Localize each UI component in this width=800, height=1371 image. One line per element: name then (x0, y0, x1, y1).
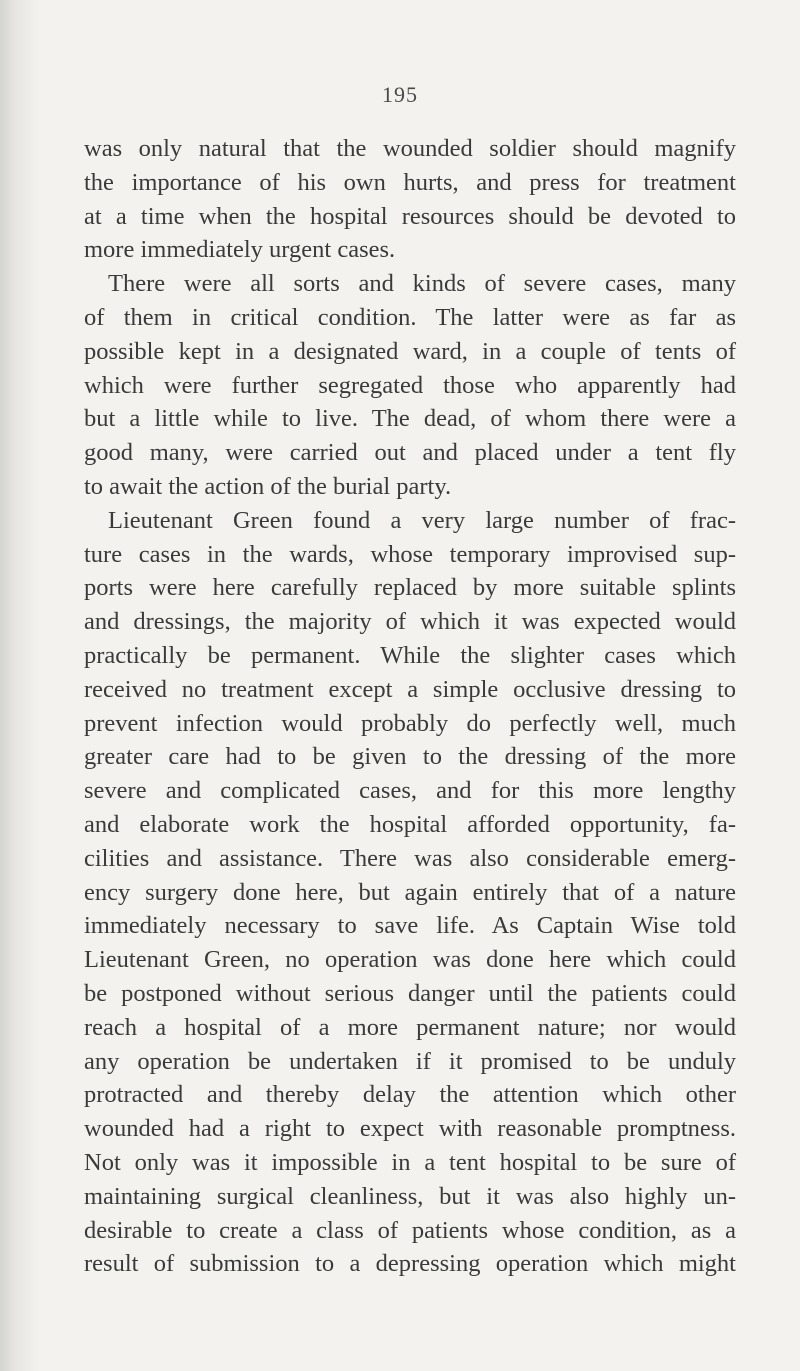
text-line: desirable to create a class of patients whose condition, as a (84, 1216, 736, 1244)
text-line: of them in critical condition. The latter were as far as (84, 303, 736, 331)
text-line: good many, were carried out and placed under a tent fly (84, 439, 736, 467)
text-line: ency surgery done here, but again entirely that of a nature (84, 878, 736, 906)
text-line: but a little while to live. The dead, of whom there were a (84, 405, 736, 433)
text-line: practically be permanent. While the slighter cases which (84, 641, 736, 669)
text-line: more immediately urgent cases. (84, 236, 396, 264)
text-line: prevent infection would probably do perfectly well, much (84, 709, 736, 737)
text-line: result of submission to a depressing operation which might (84, 1250, 736, 1278)
text-line: be postponed without serious danger until the patients could (84, 979, 736, 1007)
text-line: was only natural that the wounded soldier should magnify (84, 135, 736, 162)
text-line: cilities and assistance. There was also considerable emerg- (84, 844, 736, 872)
text-line: ports were here carefully replaced by more suitable splints (84, 574, 736, 602)
text-line: received no treatment except a simple occlusive dressing to (84, 675, 736, 703)
text-line: immediately necessary to save life. As Captain Wise told (84, 912, 736, 940)
page-edge-shadow (0, 0, 40, 1371)
text-line: Not only was it impossible in a tent hospital to be sure of (84, 1148, 736, 1176)
text-line: Lieutenant Green found a very large number of frac- (108, 506, 736, 534)
body-text (84, 132, 736, 1281)
text-line: which were further segregated those who apparently had (84, 371, 736, 399)
text-line: ture cases in the wards, whose temporary improvised sup- (84, 540, 736, 568)
text-line: greater care had to be given to the dressing of the more (84, 743, 736, 771)
text-line: Lieutenant Green, no operation was done here which could (84, 946, 736, 974)
text-line: at a time when the hospital resources should be devoted to (84, 202, 736, 230)
text-line: protracted and thereby delay the attention which other (84, 1081, 736, 1109)
text-line: any operation be undertaken if it promised to be unduly (84, 1047, 736, 1075)
text-line: the importance of his own hurts, and press for treatment (84, 168, 736, 196)
text-line: maintaining surgical cleanliness, but it was also highly un- (84, 1182, 736, 1210)
text-line: reach a hospital of a more permanent nature; nor would (84, 1013, 736, 1041)
text-line: There were all sorts and kinds of severe cases, many (108, 270, 736, 298)
text-line: wounded had a right to expect with reasonable promptness. (84, 1115, 736, 1143)
text-line: severe and complicated cases, and for this more lengthy (84, 777, 736, 805)
text-line: to await the action of the burial party. (84, 472, 452, 500)
page-number: 195 (382, 82, 418, 107)
text-line: and dressings, the majority of which it was expected would (84, 608, 736, 636)
text-line: and elaborate work the hospital afforded opportunity, fa- (84, 810, 736, 838)
text-line: possible kept in a designated ward, in a couple of tents of (84, 337, 736, 365)
